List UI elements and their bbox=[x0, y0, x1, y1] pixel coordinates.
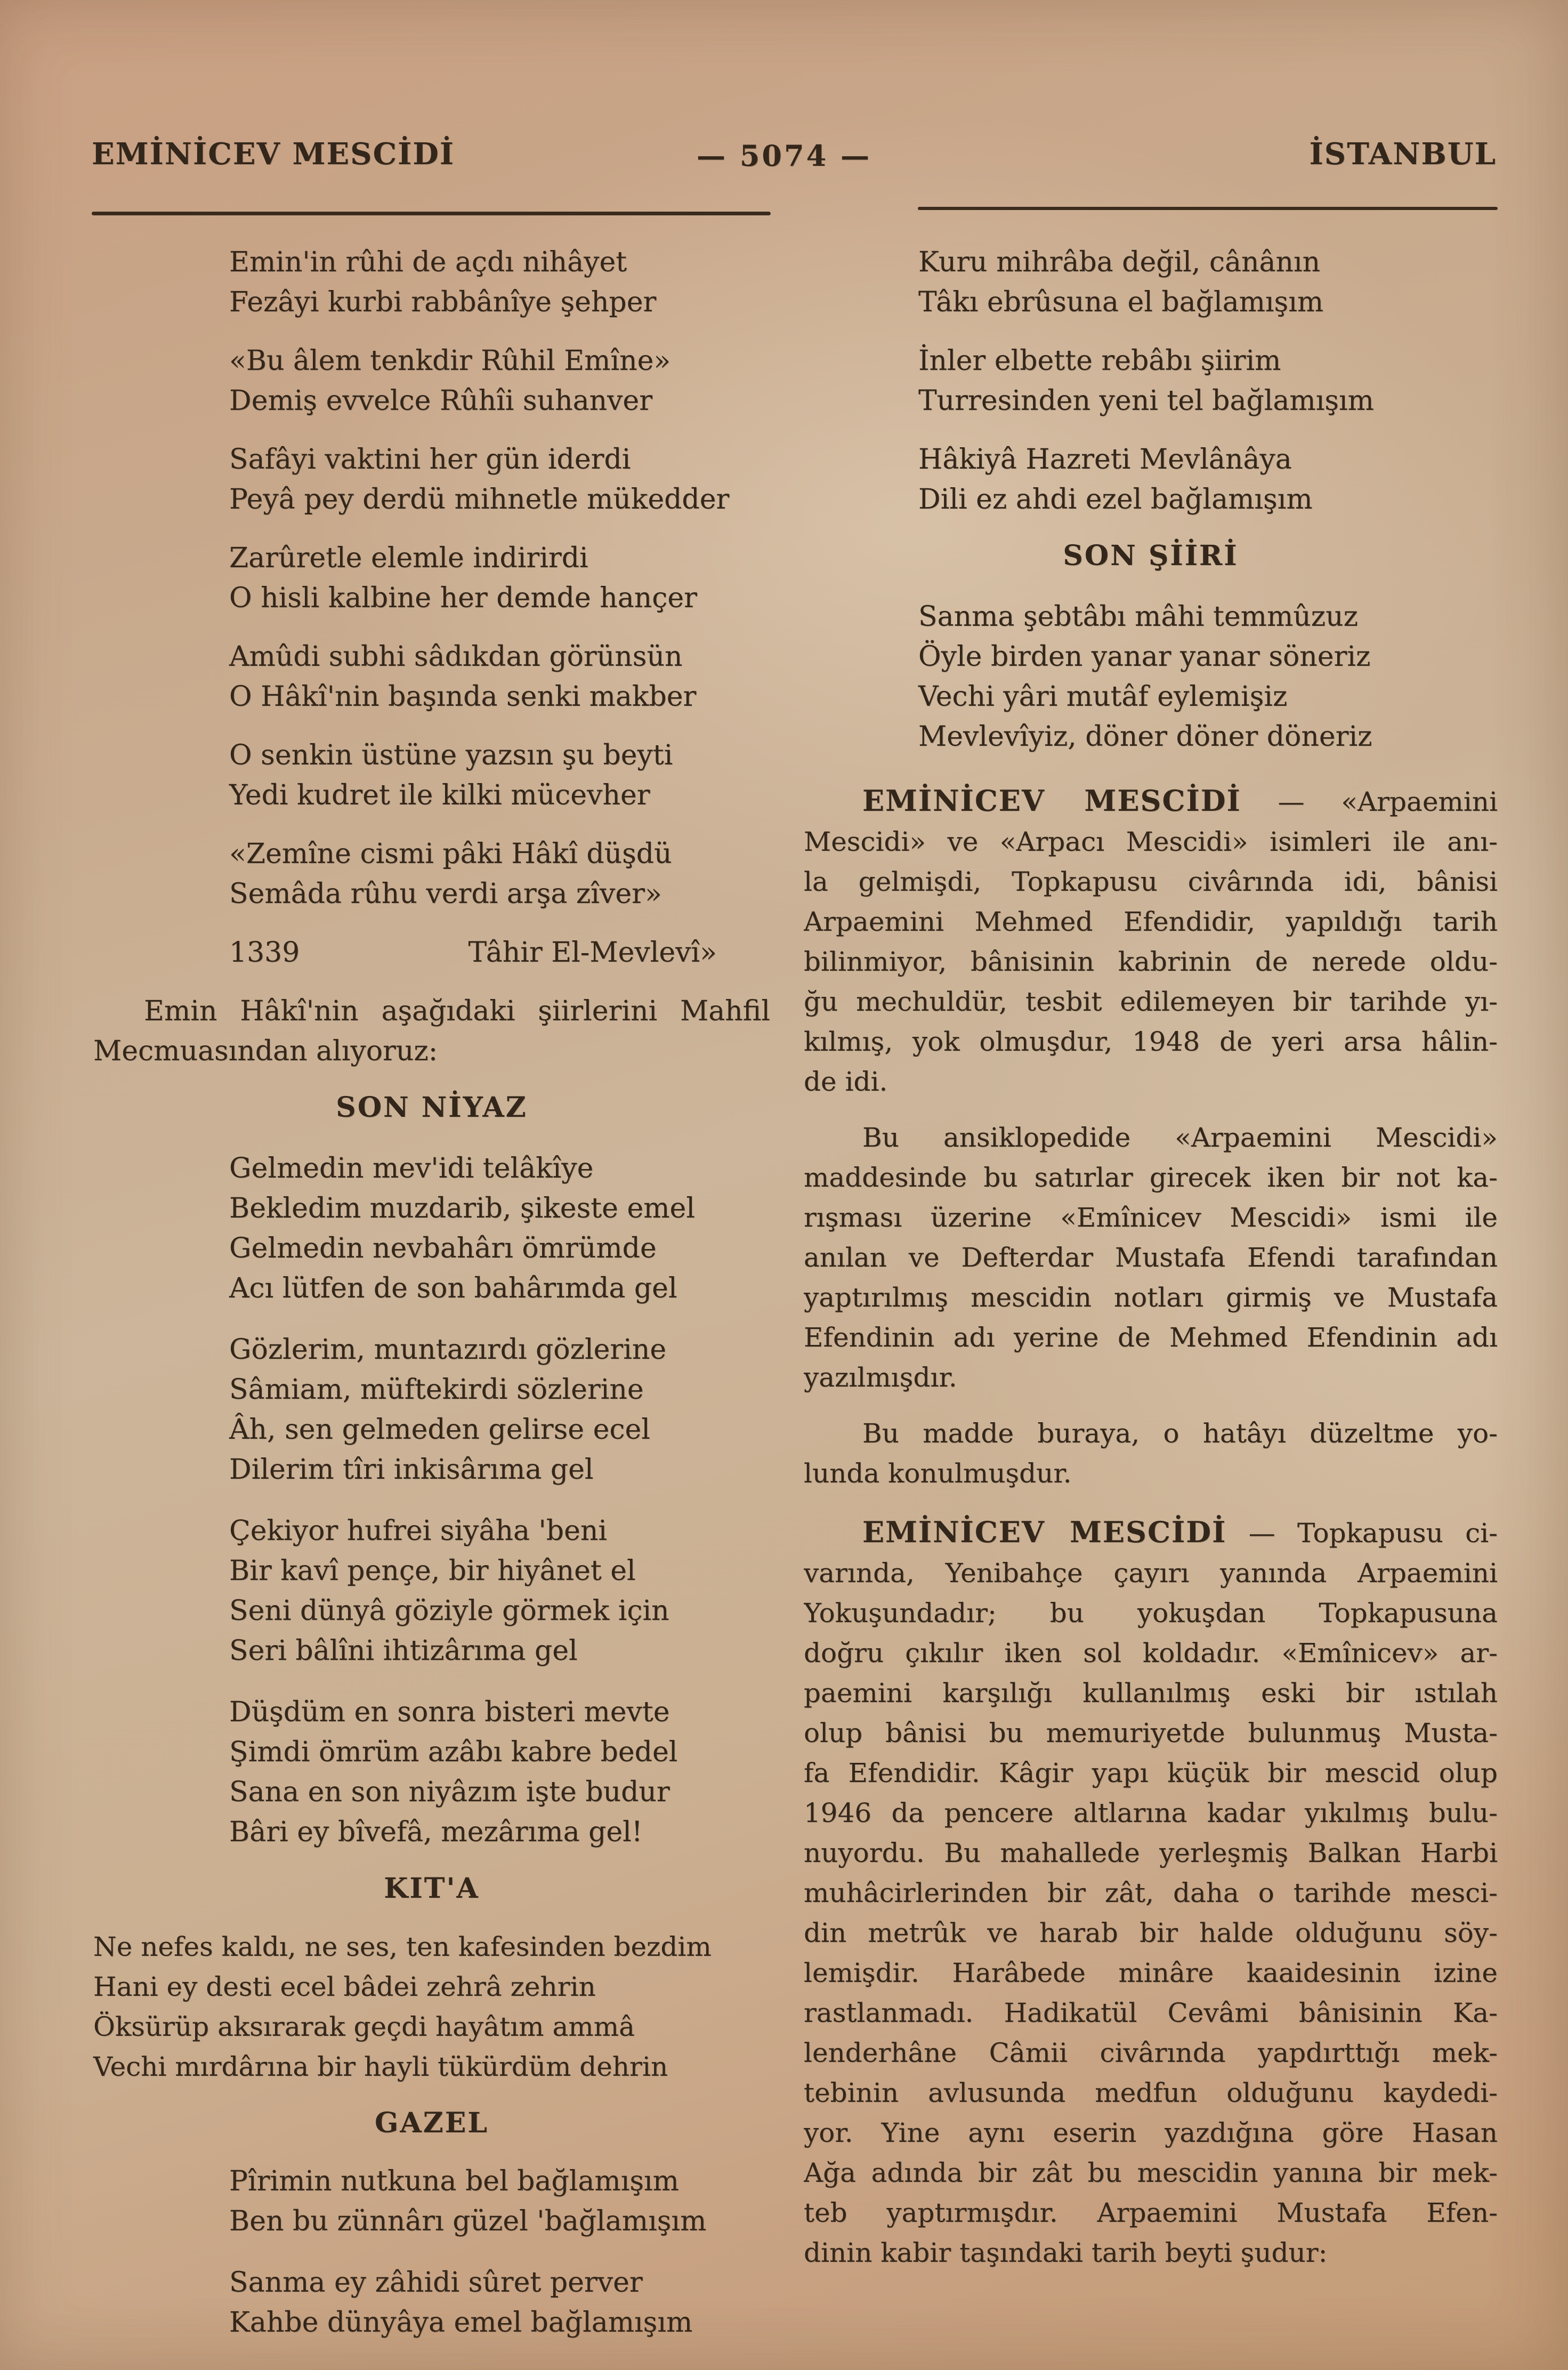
poem-quatrain bbox=[93, 1692, 770, 1852]
verse-line: Öksürüp aksırarak geçdi hayâtım ammâ bbox=[93, 2011, 635, 2042]
prose-line: la gelmişdi, Topkapusu civârında idi, bânisi bbox=[804, 866, 1498, 897]
prose-line: Arpaemini Mehmed Efendidir, yapıldığı tarih bbox=[804, 906, 1498, 937]
verse-line: Düşdüm en sonra bisteri mevte bbox=[229, 1696, 670, 1728]
prose-line: paemini karşılığı kullanılmış eski bir ıstılah bbox=[804, 1678, 1498, 1708]
poem-couplet bbox=[93, 341, 770, 421]
verse-line: Mevlevîyiz, döner döner döneriz bbox=[918, 721, 1372, 753]
poem-quatrain bbox=[93, 1149, 770, 1309]
verse-line: Gelmedin mev'idi telâkîye bbox=[229, 1152, 594, 1184]
intro-paragraph bbox=[93, 991, 770, 1071]
prose-line: lemişdir. Harâbede minâre kaaidesinin izine bbox=[804, 1957, 1498, 1988]
verse-line: Sanma ey zâhidi sûret perver bbox=[229, 2267, 643, 2299]
poem-couplet bbox=[93, 2263, 770, 2343]
prose-line: yazılmışdır. bbox=[804, 1362, 957, 1393]
verse-line: Demiş evvelce Rûhîi suhanver bbox=[229, 385, 653, 417]
prose-line: yaptırılmış mescidin notları girmiş ve Mustafa bbox=[804, 1282, 1498, 1313]
prose-line: bilinmiyor, bânisinin kabrinin de nerede oldu- bbox=[804, 946, 1498, 977]
prose-line: Efendinin adı yerine de Mehmed Efendinin adı bbox=[804, 1322, 1498, 1353]
verse-line: Yedi kudret ile kilki mücevher bbox=[229, 779, 650, 811]
article-paragraph bbox=[804, 1118, 1498, 1398]
verse-line: Vechi yâri mutâf eylemişiz bbox=[918, 681, 1288, 713]
prose-line: fa Efendidir. Kâgir yapı küçük bir mescid olup bbox=[804, 1758, 1498, 1788]
poem-couplet bbox=[93, 440, 770, 520]
verse-line: Hani ey desti ecel bâdei zehrâ zehrin bbox=[93, 1971, 596, 2002]
verse-line: Dili ez ahdi ezel bağlamışım bbox=[918, 483, 1313, 515]
poem-attribution bbox=[93, 933, 770, 973]
attribution-author: Tâhir El-Mevlevî» bbox=[468, 937, 717, 969]
running-head-article-title: EMİNİCEV MESCİDİ bbox=[92, 136, 455, 172]
article-lead-line bbox=[804, 1512, 1498, 1553]
verse-line: Tâkı ebrûsuna el bağlamışım bbox=[918, 286, 1324, 318]
verse-line: Acı lütfen de son bahârımda gel bbox=[229, 1272, 677, 1304]
prose-line: Yokuşundadır; bu yokuşdan Topkapusuna bbox=[804, 1598, 1498, 1629]
poem-couplet bbox=[93, 637, 770, 717]
verse-line: O Hâkî'nin başında senki makber bbox=[229, 681, 697, 713]
verse-line: Pîrimin nutkuna bel bağlamışım bbox=[229, 2165, 679, 2197]
prose-line: olup bânisi bu memuriyetde bulunmuş Musta- bbox=[804, 1718, 1498, 1748]
attribution-year: 1339 bbox=[229, 937, 300, 969]
article-eminicev-1 bbox=[804, 781, 1498, 1102]
left-column bbox=[93, 243, 770, 2343]
prose-line: maddesinde bu satırlar girecek iken bir not ka- bbox=[804, 1162, 1498, 1193]
verse-line: Semâda rûhu verdi arşa zîver» bbox=[229, 878, 662, 910]
prose-line: lenderhâne Câmii civârında yapdırttığı mek- bbox=[804, 2037, 1498, 2068]
header-rule-right bbox=[918, 207, 1498, 210]
verse-line: Sâmiam, müftekirdi sözlerine bbox=[229, 1374, 644, 1406]
prose-line: kılmış, yok olmuşdur, 1948 de yeri arsa hâlin- bbox=[804, 1026, 1498, 1057]
poem-couplet bbox=[804, 243, 1498, 323]
prose-line: teb yaptırmışdır. Arpaemini Mustafa Efen- bbox=[804, 2197, 1498, 2228]
verse-line: Safâyi vaktini her gün iderdi bbox=[229, 444, 631, 475]
poem-couplet bbox=[93, 2162, 770, 2242]
verse-line: Vechi mırdârına bir hayli tükürdüm dehrin bbox=[93, 2051, 668, 2082]
verse-line: Kuru mihrâba değil, cânânın bbox=[918, 246, 1321, 278]
poem-couplet bbox=[93, 243, 770, 323]
prose-line: Bu madde buraya, o hatâyı düzeltme yo- bbox=[862, 1418, 1498, 1449]
article-lead-line bbox=[804, 781, 1498, 822]
verse-line: Âh, sen gelmeden gelirse ecel bbox=[229, 1414, 650, 1446]
running-head-volume-title: İSTANBUL bbox=[1309, 136, 1497, 172]
son-niyaz-heading: SON NİYAZ bbox=[336, 1091, 528, 1124]
verse-line: İnler elbette rebâbı şiirim bbox=[918, 345, 1281, 377]
verse-line: Seni dünyâ göziyle görmek için bbox=[229, 1595, 669, 1627]
intro-line: Mecmuasından alıyoruz: bbox=[93, 1035, 438, 1067]
poem-quatrain bbox=[93, 1511, 770, 1671]
poem-couplet bbox=[804, 440, 1498, 520]
verse-line: Zarûretle elemle indirirdi bbox=[229, 542, 588, 574]
poem-couplet bbox=[804, 341, 1498, 421]
prose-line: ğu mechuldür, tesbit edilemeyen bir tarihde yı- bbox=[804, 986, 1498, 1017]
prose-line: dinin kabir taşındaki tarih beyti şudur: bbox=[804, 2237, 1328, 2268]
right-column bbox=[804, 243, 1498, 2273]
prose-line: anılan ve Defterdar Mustafa Efendi tarafından bbox=[804, 1242, 1498, 1273]
verse-line: Sanma şebtâbı mâhi temmûzuz bbox=[918, 601, 1359, 633]
poem-couplet bbox=[93, 834, 770, 914]
verse-line: Bir kavî pençe, bir hiyânet el bbox=[229, 1555, 636, 1587]
verse-line: O hisli kalbine her demde hançer bbox=[229, 582, 697, 614]
prose-line: lunda konulmuşdur. bbox=[804, 1458, 1072, 1489]
article-term: EMİNİCEV MESCİDİ bbox=[862, 784, 1241, 818]
prose-line: din metrûk ve harab bir halde olduğunu söy- bbox=[804, 1917, 1498, 1948]
verse-line: Şimdi ömrüm azâbı kabre bedel bbox=[229, 1736, 678, 1768]
verse-line: Sana en son niyâzım işte budur bbox=[229, 1776, 670, 1808]
article-paragraph bbox=[804, 1414, 1498, 1494]
verse-line: Bâri ey bîvefâ, mezârıma gel! bbox=[229, 1816, 643, 1848]
article-lead-text: — Topkapusu ci- bbox=[1248, 1518, 1498, 1549]
verse-line: Emin'in rûhi de açdı nihâyet bbox=[229, 246, 627, 278]
son-siiri-heading: SON ŞİİRİ bbox=[1063, 539, 1239, 572]
prose-line: Ağa adında bir zât bu mescidin yanına bir mek- bbox=[804, 2157, 1498, 2188]
verse-line: «Bu âlem tenkdir Rûhil Emîne» bbox=[229, 345, 671, 377]
verse-line: «Zemîne cismi pâki Hâkî düşdü bbox=[229, 838, 672, 870]
verse-line: O senkin üstüne yazsın şu beyti bbox=[229, 739, 673, 771]
verse-line: Öyle birden yanar yanar söneriz bbox=[918, 641, 1371, 673]
verse-line: Kahbe dünyâya emel bağlamışım bbox=[229, 2307, 693, 2339]
verse-line: Peyâ pey derdü mihnetle mükedder bbox=[229, 483, 730, 515]
intro-line: Emin Hâkî'nin aşağıdaki şiirlerini Mahfil bbox=[144, 995, 770, 1027]
verse-line: Fezâyi kurbi rabbânîye şehper bbox=[229, 286, 657, 318]
header-rule-left bbox=[92, 212, 771, 215]
verse-line: Çekiyor hufrei siyâha 'beni bbox=[229, 1515, 607, 1547]
verse-line: Hâkiyâ Hazreti Mevlânâya bbox=[918, 444, 1292, 475]
article-lead-text: — «Arpaemini bbox=[1278, 786, 1498, 817]
prose-line: Bu ansiklopedide «Arpaemini Mescidi» bbox=[862, 1122, 1498, 1153]
prose-line: de idi. bbox=[804, 1066, 888, 1097]
poem-couplet bbox=[93, 736, 770, 816]
prose-line: doğru çıkılır iken sol koldadır. «Emînicev» ar- bbox=[804, 1638, 1498, 1668]
prose-line: rışması üzerine «Emînicev Mescidi» ismi ile bbox=[804, 1202, 1498, 1233]
prose-line: varında, Yenibahçe çayırı yanında Arpaemini bbox=[804, 1558, 1498, 1589]
verse-line: Dilerim tîri inkisârıma gel bbox=[229, 1454, 594, 1486]
verse-line: Amûdi subhi sâdıkdan görünsün bbox=[229, 641, 683, 673]
prose-line: yor. Yine aynı eserin yazdığına göre Hasan bbox=[804, 2117, 1498, 2148]
verse-line: Ben bu zünnârı güzel 'bağlamışım bbox=[229, 2205, 707, 2237]
verse-line: Gözlerim, muntazırdı gözlerine bbox=[229, 1334, 667, 1366]
page-number: — 5074 — bbox=[697, 139, 871, 173]
poem-quatrain bbox=[804, 597, 1498, 757]
verse-line: Bekledim muzdarib, şikeste emel bbox=[229, 1192, 695, 1224]
prose-line: rastlanmadı. Hadikatül Cevâmi bânisinin Ka- bbox=[804, 1997, 1498, 2028]
poem-couplet bbox=[93, 538, 770, 618]
prose-line: tebinin avlusunda medfun olduğunu kaydedi- bbox=[804, 2077, 1498, 2108]
poem-quatrain bbox=[93, 1927, 770, 2087]
prose-line: muhâcirlerinden bir zât, daha o tarihde mesci- bbox=[804, 1877, 1498, 1908]
prose-line: 1946 da pencere altlarına kadar yıkılmış bulu- bbox=[804, 1797, 1498, 1828]
article-term: EMİNİCEV MESCİDİ bbox=[862, 1515, 1227, 1549]
verse-line: Seri bâlîni ihtizârıma gel bbox=[229, 1635, 578, 1667]
prose-line: nuyordu. Bu mahallede yerleşmiş Balkan Harbi bbox=[804, 1837, 1498, 1868]
article-eminicev-2 bbox=[804, 1512, 1498, 2273]
gazel-heading: GAZEL bbox=[375, 2107, 489, 2139]
verse-line: Turresinden yeni tel bağlamışım bbox=[918, 385, 1374, 417]
prose-line: Mescidi» ve «Arpacı Mescidi» isimleri ile anı- bbox=[804, 826, 1498, 857]
kita-heading: KIT'A bbox=[384, 1872, 480, 1905]
verse-line: Gelmedin nevbahârı ömrümde bbox=[229, 1232, 657, 1264]
poem-quatrain bbox=[93, 1330, 770, 1490]
verse-line: Ne nefes kaldı, ne ses, ten kafesinden bezdim bbox=[93, 1931, 712, 1962]
